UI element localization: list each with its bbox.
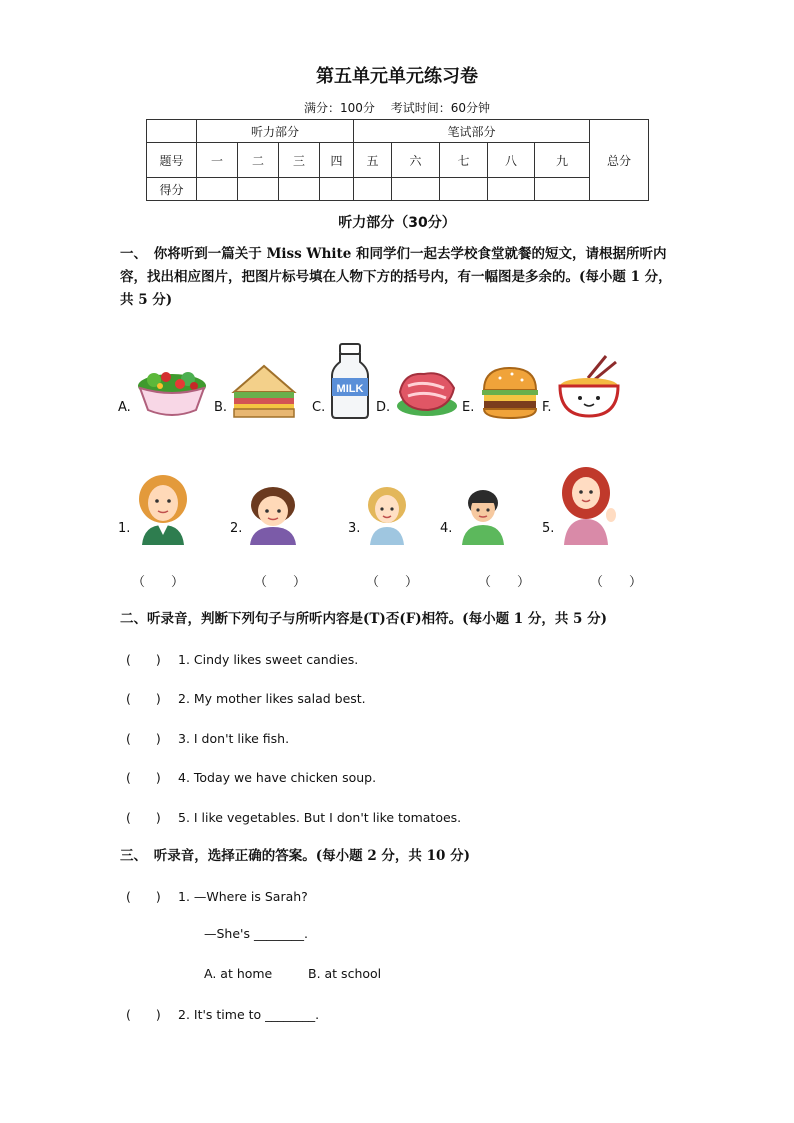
score-cell — [197, 178, 238, 201]
meat-icon — [394, 362, 460, 420]
number-cell: 九 — [535, 143, 590, 178]
person-number: 3. — [348, 521, 361, 536]
number-cell: 五 — [354, 143, 392, 178]
q3-item-1-reply: —She's ________. — [204, 926, 308, 941]
answer-bracket[interactable]: ( ) — [126, 691, 161, 706]
q2-item-text: 3. I don't like fish. — [178, 731, 290, 746]
q1-heading: 一、 你将听到一篇关于 Miss White 和同学们一起去学校食堂就餐的短文，请根据所听内容，找出相应图片，把图片标号填在人物下方的括号内，有一幅图是多余的。(每小题 1 分，共 5 分) — [120, 246, 672, 308]
answer-bracket[interactable]: ( ) — [126, 731, 161, 746]
picture-letter: B. — [214, 400, 228, 415]
girl-red-icon — [558, 465, 618, 545]
picture-letter: A. — [118, 400, 131, 415]
number-cell: 七 — [440, 143, 488, 178]
answer-bracket[interactable]: （ ） — [590, 575, 643, 590]
score-cell — [279, 178, 320, 201]
q3-item-2 — [126, 1005, 319, 1023]
number-cell: 三 — [279, 143, 320, 178]
page-title: 第五单元单元练习卷 — [316, 66, 478, 87]
q3-item-text: 2. It's time to ________. — [178, 1007, 320, 1022]
picture-letter: D. — [376, 400, 391, 415]
people-row — [118, 455, 678, 545]
picture-letter: F. — [542, 400, 552, 415]
answer-bracket[interactable]: ( ) — [126, 889, 161, 904]
score-cell — [392, 178, 440, 201]
number-cell: 六 — [392, 143, 440, 178]
q2-item-text: 4. Today we have chicken soup. — [178, 770, 377, 785]
person-number: 4. — [440, 521, 453, 536]
answer-bracket[interactable]: （ ） — [366, 575, 419, 590]
score-cell — [535, 178, 590, 201]
score-cell — [320, 178, 354, 201]
answer-bracket[interactable]: ( ) — [126, 770, 161, 785]
q2-item-5 — [126, 808, 461, 826]
empty-cell — [147, 120, 197, 143]
milk-label: MILK — [336, 383, 364, 395]
q2-item-text: 5. I like vegetables. But I don't like tomatoes. — [178, 810, 462, 825]
score-row-label: 得分 — [147, 178, 197, 201]
q2-item-text: 2. My mother likes salad best. — [178, 691, 366, 706]
answer-bracket[interactable]: ( ) — [126, 810, 161, 825]
answer-bracket[interactable]: （ ） — [132, 575, 185, 590]
person-number: 1. — [118, 521, 131, 536]
listening-part-header: 听力部分 — [197, 120, 354, 143]
person-number: 2. — [230, 521, 243, 536]
q2-item-text: 1. Cindy likes sweet candies. — [178, 652, 359, 667]
exam-time: 考试时间：60分钟 — [390, 101, 490, 115]
milk-icon — [328, 342, 372, 420]
score-cell — [354, 178, 392, 201]
q2-heading: 二、听录音，判断下列句子与所听内容是(T)否(F)相符。(每小题 1 分，共 5 分) — [120, 611, 608, 627]
noodles-icon — [558, 354, 620, 420]
score-cell — [440, 178, 488, 201]
q2-item-1 — [126, 650, 358, 668]
exam-meta — [0, 99, 794, 116]
q3-option-a: A. at home — [204, 966, 273, 981]
boy-green-icon — [458, 487, 508, 545]
woman-icon — [136, 473, 190, 545]
food-pictures-row — [118, 330, 678, 420]
answer-bracket[interactable]: ( ) — [126, 1007, 161, 1022]
sandwich-icon — [230, 362, 298, 420]
answer-bracket[interactable]: （ ） — [254, 575, 307, 590]
listening-section-title: 听力部分（30分） — [338, 215, 456, 231]
picture-letter: E. — [462, 400, 475, 415]
picture-letter: C. — [312, 400, 326, 415]
person-number: 5. — [542, 521, 555, 536]
q3-item-1 — [126, 887, 308, 905]
salad-icon — [136, 364, 208, 420]
number-cell: 一 — [197, 143, 238, 178]
answer-bracket[interactable]: ( ) — [126, 652, 161, 667]
hamburger-icon — [480, 364, 540, 420]
boy-icon — [246, 485, 300, 545]
writing-part-header: 笔试部分 — [354, 120, 590, 143]
q2-item-2 — [126, 689, 366, 707]
number-cell: 四 — [320, 143, 354, 178]
q2-item-4 — [126, 768, 376, 786]
full-score: 满分：100分 — [303, 101, 375, 115]
score-table — [146, 119, 649, 201]
q3-heading: 三、 听录音，选择正确的答案。(每小题 2 分，共 10 分) — [120, 848, 471, 864]
girl-icon — [364, 485, 410, 545]
score-cell — [238, 178, 279, 201]
q2-item-3 — [126, 729, 289, 747]
number-row-label: 题号 — [147, 143, 197, 178]
answer-bracket[interactable]: （ ） — [478, 575, 531, 590]
q3-option-b: B. at school — [308, 966, 382, 981]
q3-item-text: 1. —Where is Sarah? — [178, 889, 308, 904]
number-cell: 二 — [238, 143, 279, 178]
number-cell: 八 — [488, 143, 535, 178]
total-header: 总分 — [590, 120, 649, 201]
score-cell — [488, 178, 535, 201]
